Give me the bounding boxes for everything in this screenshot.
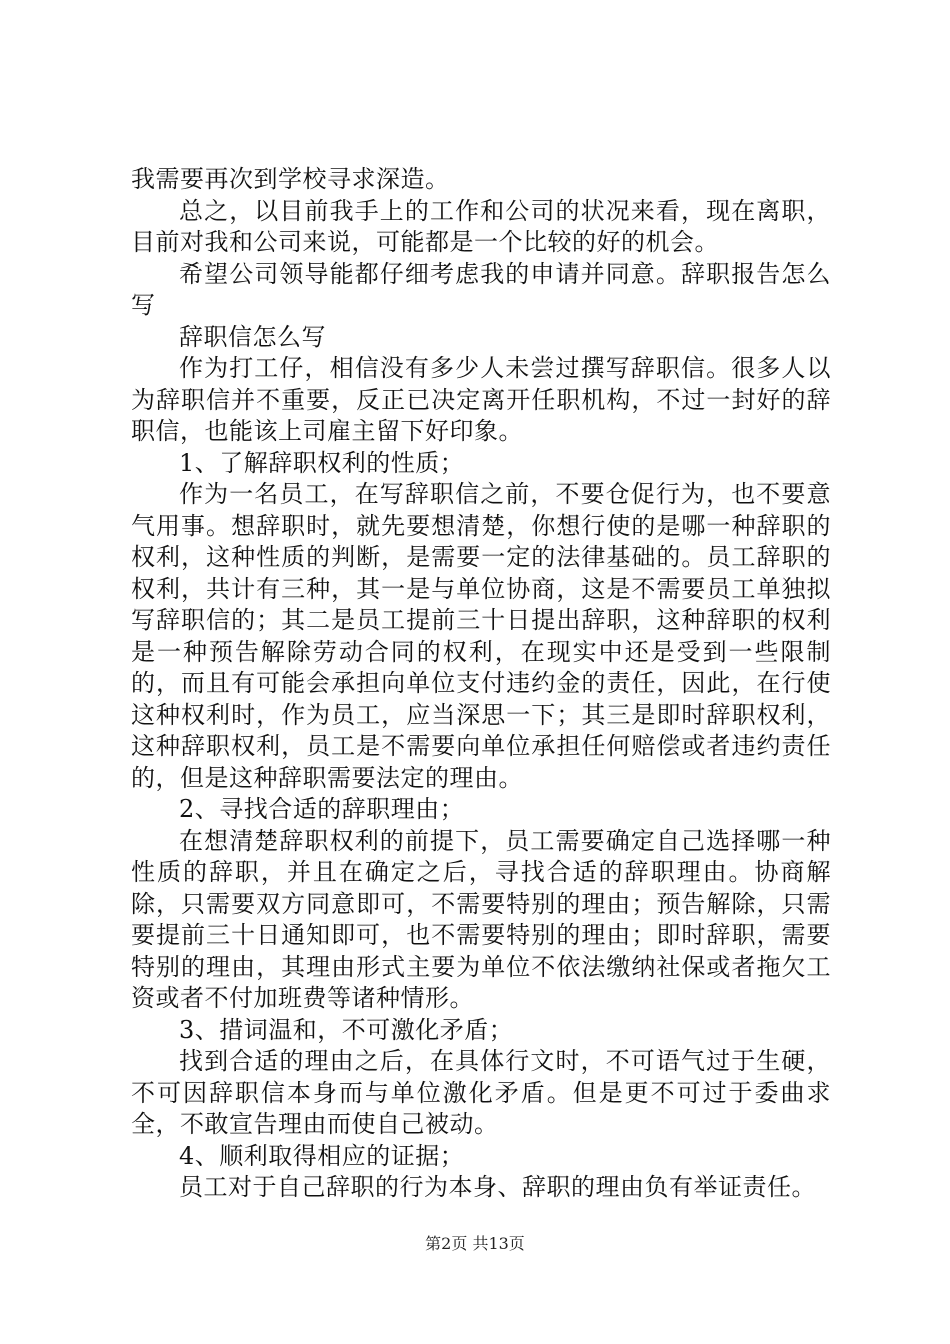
section-heading: 辞职信怎么写 (179, 322, 326, 351)
paragraph-9: 在想清楚辞职权利的前提下，员工需要确定自己选择哪一种性质的辞职，并且在确定之后，寻找合适的辞职理由。协商解除，只需要双方同意即可，不需要特别的理由；预告解除，只需要提前三十日通知即可，也不需要特别的理由；即时辞职，需要特别的理由，其理由形式主要为单位不依法缴纳社保或者拖欠工资或者不付加班费等诸种情形。 (131, 826, 831, 1012)
document-body (131, 164, 831, 1204)
paragraph-7: 作为一名员工，在写辞职信之前，不要仓促行为，也不要意气用事。想辞职时，就先要想清楚，你想行使的是哪一种辞职的权利，这种性质的判断，是需要一定的法律基础的。员工辞职的权利，共计有三种，其一是与单位协商，这是不需要员工单独拟写辞职信的；其二是员工提前三十日提出辞职，这种辞职的权利是一种预告解除劳动合同的权利，在现实中还是受到一些限制的，而且有可能会承担向单位支付违约金的责任，因此，在行使这种权利时，作为员工，应当深思一下；其三是即时辞职权利，这种辞职权利，员工是不需要向单位承担任何赔偿或者违约责任的，但是这种辞职需要法定的理由。 (131, 480, 831, 792)
paragraph-3: 希望公司领导能都仔细考虑我的申请并同意。辞职报告怎么写 (131, 259, 831, 319)
page-number-footer: 第2页 共13页 (425, 1234, 525, 1253)
paragraph-11: 找到合适的理由之后，在具体行文时，不可语气过于生硬，不可因辞职信本身而与单位激化矛盾。但是更不可过于委曲求全，不敢宣告理由而使自己被动。 (131, 1047, 831, 1138)
list-item-2: 2、寻找合适的辞职理由； (179, 795, 465, 823)
list-item-3: 3、措词温和，不可激化矛盾； (179, 1015, 514, 1044)
paragraph-1: 我需要再次到学校寻求深造。 (131, 165, 450, 193)
list-item-4: 4、顺利取得相应的证据； (179, 1141, 465, 1170)
paragraph-13: 员工对于自己辞职的行为本身、辞职的理由负有举证责任。 (179, 1173, 816, 1201)
paragraph-2: 总之，以目前我手上的工作和公司的状况来看，现在离职，目前对我和公司来说，可能都是一个比较的好的机会。 (131, 196, 831, 256)
paragraph-5: 作为打工仔，相信没有多少人未尝过撰写辞职信。很多人以为辞职信并不重要，反正已决定离开任职机构，不过一封好的辞职信，也能该上司雇主留下好印象。 (131, 354, 831, 445)
list-item-1: 1、了解辞职权利的性质； (179, 448, 465, 477)
